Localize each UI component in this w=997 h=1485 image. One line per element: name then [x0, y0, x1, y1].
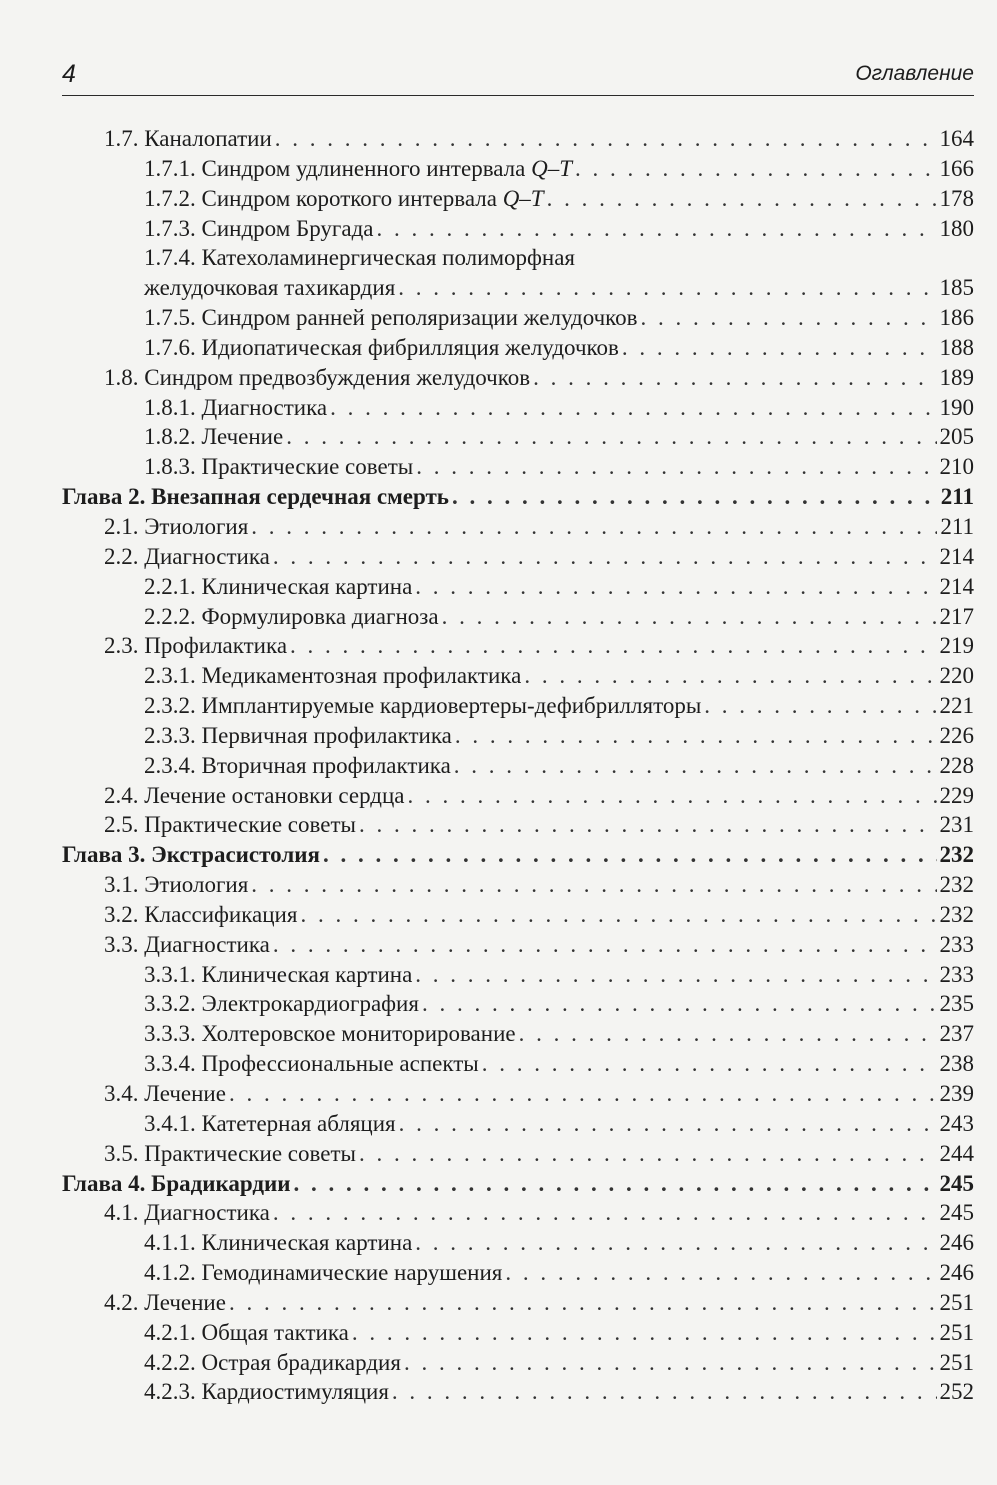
toc-subsection-entry	[62, 721, 974, 751]
dot-leader	[704, 691, 936, 721]
toc-page-number: 226	[939, 722, 974, 748]
toc-subsection-entry	[62, 661, 974, 691]
toc-page-number: 243	[939, 1110, 974, 1136]
toc-subsection-entry	[62, 691, 974, 721]
dot-leader	[452, 482, 938, 512]
toc-subsection-entry	[62, 1348, 974, 1378]
toc-subsection-entry	[62, 960, 974, 990]
toc-page-number: 252	[939, 1379, 974, 1405]
toc-section-entry	[62, 512, 974, 542]
toc-entry-title: 4.2. Лечение	[104, 1289, 226, 1315]
toc-section-entry	[62, 870, 974, 900]
dot-leader	[575, 154, 937, 184]
toc-entry-title: 2.2.1. Клиническая картина	[144, 573, 413, 599]
dot-leader	[482, 1049, 937, 1079]
toc-page-number: 232	[939, 872, 974, 898]
toc-entry-title: 4.2.3. Кардиостимуляция	[144, 1379, 389, 1405]
dot-leader	[300, 900, 936, 930]
toc-subsection-entry	[62, 393, 974, 423]
toc-entry-title: 1.7. Каналопатии	[104, 126, 272, 151]
dot-leader	[422, 989, 937, 1019]
toc-entry-title: 1.7.1. Синдром удлиненного интервала Q–T	[144, 155, 572, 181]
dot-leader	[533, 363, 936, 393]
toc-entry-title: 1.8. Синдром предвозбуждения желудочков	[104, 364, 531, 390]
dot-leader	[290, 631, 936, 661]
toc-entry-title: 3.4. Лечение	[104, 1081, 226, 1106]
dot-leader	[376, 214, 936, 244]
toc-page-number: 186	[939, 305, 974, 331]
toc-entry-title: 2.3.1. Медикаментозная профилактика	[144, 663, 522, 689]
dot-leader	[275, 124, 937, 154]
toc-subsection-entry	[62, 303, 974, 333]
toc-entry-title: 4.2.1. Общая тактика	[144, 1319, 349, 1345]
toc-page-number: 239	[939, 1081, 974, 1106]
toc-page-number: 229	[939, 782, 974, 808]
toc-chapter-entry	[62, 840, 974, 870]
toc-page-number: 237	[939, 1021, 974, 1047]
toc-section-entry	[62, 930, 974, 960]
toc-page-number: 205	[939, 424, 974, 450]
dot-leader	[622, 333, 937, 363]
toc-entry-title: 2.3.2. Имплантируемые кардиовертеры-дефибрилляторы	[144, 693, 702, 719]
toc-section-entry	[62, 900, 974, 930]
toc-entry-title: Глава 3. Экстрасистолия	[62, 842, 320, 868]
toc-entry-title: 2.2.2. Формулировка диагноза	[144, 603, 439, 629]
toc-entry-title: 2.4. Лечение остановки сердца	[104, 782, 405, 808]
toc-page-number: 251	[939, 1349, 974, 1375]
toc-page-number: 246	[939, 1230, 974, 1256]
toc-page-number: 251	[939, 1289, 974, 1315]
dot-leader	[519, 1019, 937, 1049]
toc-entry-title: 2.3.4. Вторичная профилактика	[144, 752, 451, 778]
toc-page-number: 228	[939, 752, 974, 778]
toc-page-number: 221	[939, 693, 974, 719]
toc-chapter-entry	[62, 1169, 974, 1199]
toc-entry-title: 4.1. Диагностика	[104, 1200, 270, 1226]
toc-entry-title: 4.1.2. Гемодинамические нарушения	[144, 1260, 503, 1286]
dot-leader	[505, 1258, 936, 1288]
header-rule	[62, 95, 974, 96]
toc-section-entry	[62, 631, 974, 661]
toc-section-entry	[62, 1288, 974, 1318]
toc-entry-title: 3.3.2. Электрокардиография	[144, 991, 419, 1017]
toc-subsection-entry	[62, 1019, 974, 1049]
dot-leader	[273, 930, 937, 960]
toc-subsection-entry	[62, 184, 974, 214]
toc-entry-title: 1.7.2. Синдром короткого интервала Q–T	[144, 185, 544, 211]
running-title: Оглавление	[855, 62, 974, 85]
toc-entry-title: 3.4.1. Катетерная абляция	[144, 1110, 396, 1136]
dot-leader	[359, 810, 937, 840]
table-of-contents	[62, 124, 974, 1407]
toc-page-number: 233	[939, 961, 974, 987]
toc-page-number: 185	[939, 275, 974, 301]
toc-page-number: 164	[939, 126, 974, 151]
toc-page-number: 232	[939, 842, 974, 868]
toc-page-number: 166	[939, 155, 974, 181]
dot-leader	[229, 1288, 937, 1318]
toc-section-entry	[62, 363, 974, 393]
toc-page-number: 251	[939, 1319, 974, 1345]
toc-entry-title: 2.3.3. Первичная профилактика	[144, 722, 452, 748]
toc-page-number: 214	[939, 543, 974, 569]
toc-entry-title: 1.8.2. Лечение	[144, 424, 284, 450]
dot-leader	[641, 303, 937, 333]
toc-entry-title: 3.3.3. Холтеровское мониторирование	[144, 1021, 516, 1047]
toc-page-number: 245	[939, 1200, 974, 1226]
toc-page-number: 211	[940, 484, 974, 510]
toc-page-number: 188	[939, 334, 974, 360]
toc-page-number: 189	[939, 364, 974, 390]
toc-entry-title: 3.5. Практические советы	[104, 1140, 356, 1166]
toc-entry-title: 3.1. Этиология	[104, 872, 249, 898]
toc-section-entry	[62, 1079, 974, 1109]
toc-entry-title: 4.2.2. Острая брадикардия	[144, 1349, 401, 1375]
toc-subsection-entry	[62, 572, 974, 602]
toc-page-number: 214	[939, 573, 974, 599]
toc-page-number: 217	[939, 603, 974, 629]
page-number: 4	[62, 60, 76, 88]
toc-page-number: 231	[939, 812, 974, 838]
dot-leader	[454, 751, 937, 781]
toc-page-number: 210	[939, 454, 974, 480]
toc-entry-title: Глава 2. Внезапная сердечная смерть	[62, 484, 449, 510]
toc-chapter-entry	[62, 482, 974, 512]
toc-section-entry	[62, 781, 974, 811]
toc-entry-title-continued: желудочковая тахикардия	[144, 275, 396, 301]
toc-page-number: 180	[939, 215, 974, 241]
dot-leader	[404, 1348, 937, 1378]
dot-leader	[442, 602, 937, 632]
toc-subsection-entry	[62, 1109, 974, 1139]
toc-subsection-entry	[62, 422, 974, 452]
dot-leader	[352, 1318, 937, 1348]
toc-subsection-entry	[62, 154, 974, 184]
toc-page-number: 246	[939, 1260, 974, 1286]
dot-leader	[251, 870, 936, 900]
toc-subsection-entry	[62, 989, 974, 1019]
toc-subsection-entry	[62, 1318, 974, 1348]
toc-page-number: 235	[939, 991, 974, 1017]
toc-page-number: 211	[940, 513, 974, 539]
dot-leader	[359, 1139, 937, 1169]
toc-page-number: 245	[939, 1170, 974, 1196]
toc-entry-title: 3.2. Классификация	[104, 901, 298, 927]
toc-subsection-entry	[62, 1049, 974, 1079]
dot-leader	[415, 960, 936, 990]
toc-subsection-entry	[62, 751, 974, 781]
toc-entry-title: 1.8.3. Практические советы	[144, 454, 414, 480]
dot-leader	[415, 1228, 936, 1258]
toc-entry-title: 2.3. Профилактика	[104, 633, 288, 659]
toc-entry-title: Глава 4. Брадикардии	[62, 1170, 291, 1196]
dot-leader	[273, 542, 937, 572]
dot-leader	[524, 661, 936, 691]
toc-entry-title: 3.3.1. Клиническая картина	[144, 961, 413, 987]
toc-entry-title: 1.7.3. Синдром Бругада	[144, 215, 374, 241]
toc-page-number: 244	[939, 1140, 974, 1166]
toc-page-number: 220	[939, 663, 974, 689]
toc-page-number: 232	[939, 901, 974, 927]
dot-leader	[399, 1109, 937, 1139]
dot-leader	[416, 452, 936, 482]
toc-entry-title: 2.1. Этиология	[104, 513, 249, 539]
toc-entry-title: 3.3.4. Профессиональные аспекты	[144, 1051, 479, 1077]
toc-subsection-entry	[62, 243, 974, 303]
dot-leader	[286, 422, 936, 452]
toc-section-entry	[62, 810, 974, 840]
toc-subsection-entry	[62, 602, 974, 632]
toc-page-number: 233	[939, 931, 974, 957]
dot-leader	[408, 781, 937, 811]
toc-entry-title: 2.5. Практические советы	[104, 812, 356, 838]
toc-entry-title: 4.1.1. Клиническая картина	[144, 1230, 413, 1256]
toc-entry-title: 1.7.6. Идиопатическая фибрилляция желудочков	[144, 334, 619, 360]
dot-leader	[415, 572, 936, 602]
toc-entry-title: 2.2. Диагностика	[104, 543, 270, 569]
toc-section-entry	[62, 542, 974, 572]
dot-leader	[323, 840, 937, 870]
dot-leader	[273, 1198, 937, 1228]
toc-subsection-entry	[62, 1377, 974, 1407]
dot-leader	[398, 273, 936, 303]
toc-page-number: 178	[939, 185, 974, 211]
dot-leader	[330, 393, 936, 423]
toc-subsection-entry	[62, 333, 974, 363]
toc-subsection-entry	[62, 1258, 974, 1288]
toc-entry-title: 1.7.4. Катехоламинергическая полиморфная	[144, 245, 576, 271]
toc-page-number: 190	[939, 394, 974, 420]
toc-page-number: 219	[939, 633, 974, 659]
page-header	[62, 58, 974, 92]
toc-section-entry	[62, 1139, 974, 1169]
toc-section-entry	[62, 1198, 974, 1228]
toc-subsection-entry	[62, 452, 974, 482]
dot-leader	[251, 512, 937, 542]
toc-entry-title: 1.7.5. Синдром ранней реполяризации желудочков	[144, 305, 638, 331]
dot-leader	[229, 1079, 937, 1109]
toc-subsection-entry	[62, 1228, 974, 1258]
dot-leader	[392, 1377, 937, 1407]
toc-page-number: 238	[939, 1051, 974, 1077]
toc-entry-title: 1.8.1. Диагностика	[144, 394, 328, 420]
toc-subsection-entry	[62, 214, 974, 244]
dot-leader	[547, 184, 937, 214]
dot-leader	[455, 721, 937, 751]
toc-entry-title: 3.3. Диагностика	[104, 931, 270, 957]
toc-section-entry	[62, 124, 974, 154]
dot-leader	[294, 1169, 937, 1199]
